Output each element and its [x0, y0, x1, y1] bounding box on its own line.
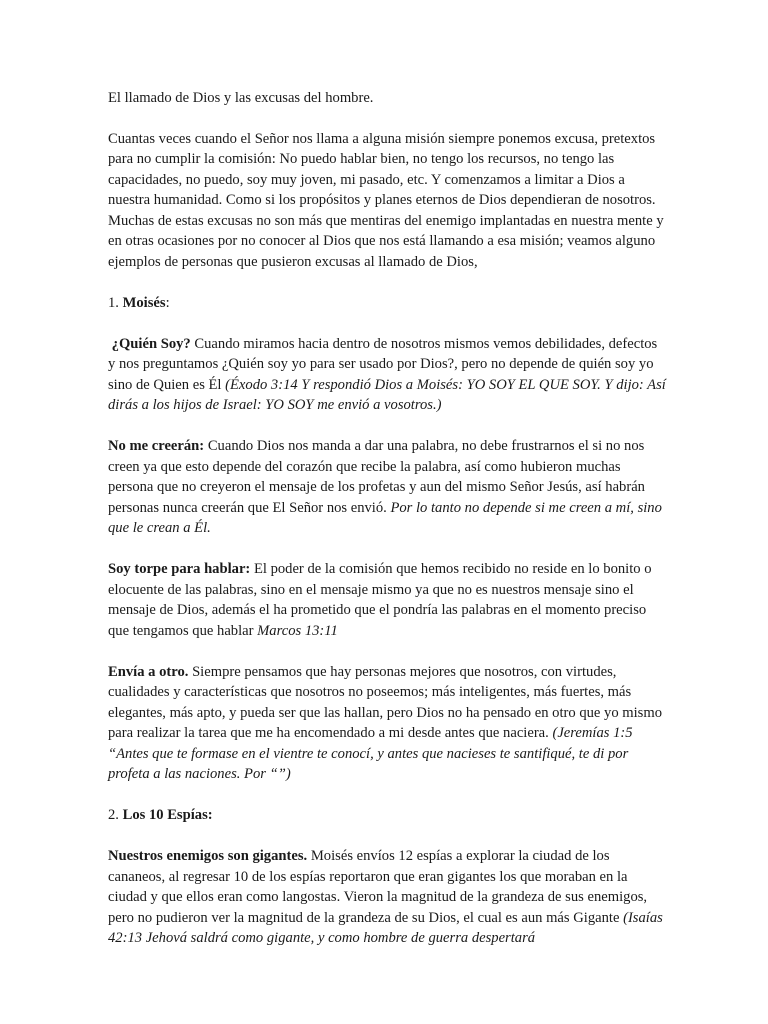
paragraph-label: ¿Quién Soy?	[111, 335, 191, 352]
intro-paragraph: Cuantas veces cuando el Señor nos llama a alguna misión siempre ponemos excusa, pretextos para no cumplir la comisión: No puedo hablar bien, no tengo los recursos, no tengo las capacidades, no puedo, soy muy joven, mi pasado, etc. Y comenzamos a limitar a Dios a nuestra humanidad. Como si los propósitos y planes eternos de Dios dependieran de nosotros. Muchas de estas excusas no son más que mentiras del enemigo implantadas en nuestra mente y en otras ocasiones por no conocer al Dios que nos está llamando a esa misión; veamos alguno ejemplos de personas que pusieron excusas al llamado de Dios,	[108, 130, 664, 270]
section-heading-2	[108, 805, 668, 826]
section-heading-1	[108, 293, 668, 314]
paragraph-label: Envía a otro.	[108, 663, 189, 680]
paragraph-text: Cuando miramos hacia dentro de nosotros mismos vemos debilidades, defectos y nos preguntamos ¿Quién soy yo para ser usado por Dios?, pero no depende de quién soy yo sino de Quien es Él	[108, 335, 658, 393]
paragraph-soy-torpe	[108, 559, 668, 641]
paragraph-no-me-creeran	[108, 436, 668, 539]
section-name: Moisés	[122, 294, 166, 311]
section-suffix: :	[165, 294, 170, 311]
document-page	[108, 88, 668, 969]
paragraph-label: No me creerán:	[108, 438, 205, 454]
paragraph-envia-otro	[108, 662, 668, 785]
paragraph-enemigos	[108, 846, 668, 949]
paragraph-label: Nuestros enemigos son gigantes.	[108, 848, 308, 864]
paragraph-quote: Por lo tanto no depende si me creen a mí, sino que le crean a Él.	[108, 499, 662, 536]
section-number: 1.	[108, 294, 123, 311]
paragraph-text: Moisés envíos 12 espías a explorar la ciudad de los cananeos, al regresar 10 de los espías reportaron que eran gigantes los que moraban en la ciudad y que ellos eran como langostas. Vieron la magnitud de la grandeza de sus enemigos, pero no pudieron ver la magnitud de la grandeza de su Dios, el cual es aun más Gigante	[108, 848, 648, 926]
document-title: El llamado de Dios y las excusas del hombre.	[108, 90, 374, 106]
paragraph-quote: (Jeremías 1:5 “Antes que te formase en el vientre te conocí, y antes que nacieses te santifiqué, te di por profeta a las naciones. Por “”)	[108, 725, 633, 782]
paragraph-text: El poder de la comisión que hemos recibido no reside en lo bonito o elocuente de las palabras, sino en el mensaje mismo ya que no es nuestros mensaje sino el mensaje de Dios, además el ha prometido que el pondría las palabras en el momento preciso que tengamos que hablar	[108, 561, 652, 639]
paragraph-quote: (Éxodo 3:14 Y respondió Dios a Moisés: YO SOY EL QUE SOY. Y dijo: Así dirás a los hijos de Israel: YO SOY me envió a vosotros.)	[108, 376, 666, 413]
paragraph-text: Siempre pensamos que hay personas mejores que nosotros, con virtudes, cualidades y características que nosotros no poseemos; más inteligentes, más fuertes, más elegantes, más apto, y pueda ser que las hallan, pero Dios no ha pensado en otro que yo mismo para realizar la tarea que me ha encomendado a mi desde antes que naciera.	[108, 663, 663, 741]
section-name: Los 10 Espías:	[122, 807, 213, 823]
section-number: 2.	[108, 807, 123, 823]
paragraph-quote: Marcos 13:11	[257, 622, 338, 639]
paragraph-label: Soy torpe para hablar:	[108, 561, 251, 577]
paragraph-quote: (Isaías 42:13 Jehová saldrá como gigante, y como hombre de guerra despertará	[108, 909, 663, 946]
paragraph-quien-soy	[108, 334, 668, 416]
paragraph-text: Cuando Dios nos manda a dar una palabra, no debe frustrarnos el si no nos creen ya que esto depende del corazón que recibe la palabra, así como hubieron muchas persona que no creyeron el mensaje de los profetas y aun del mismo Señor Jesús, así habrán personas nunca creerán que El Señor nos envió.	[108, 438, 645, 516]
